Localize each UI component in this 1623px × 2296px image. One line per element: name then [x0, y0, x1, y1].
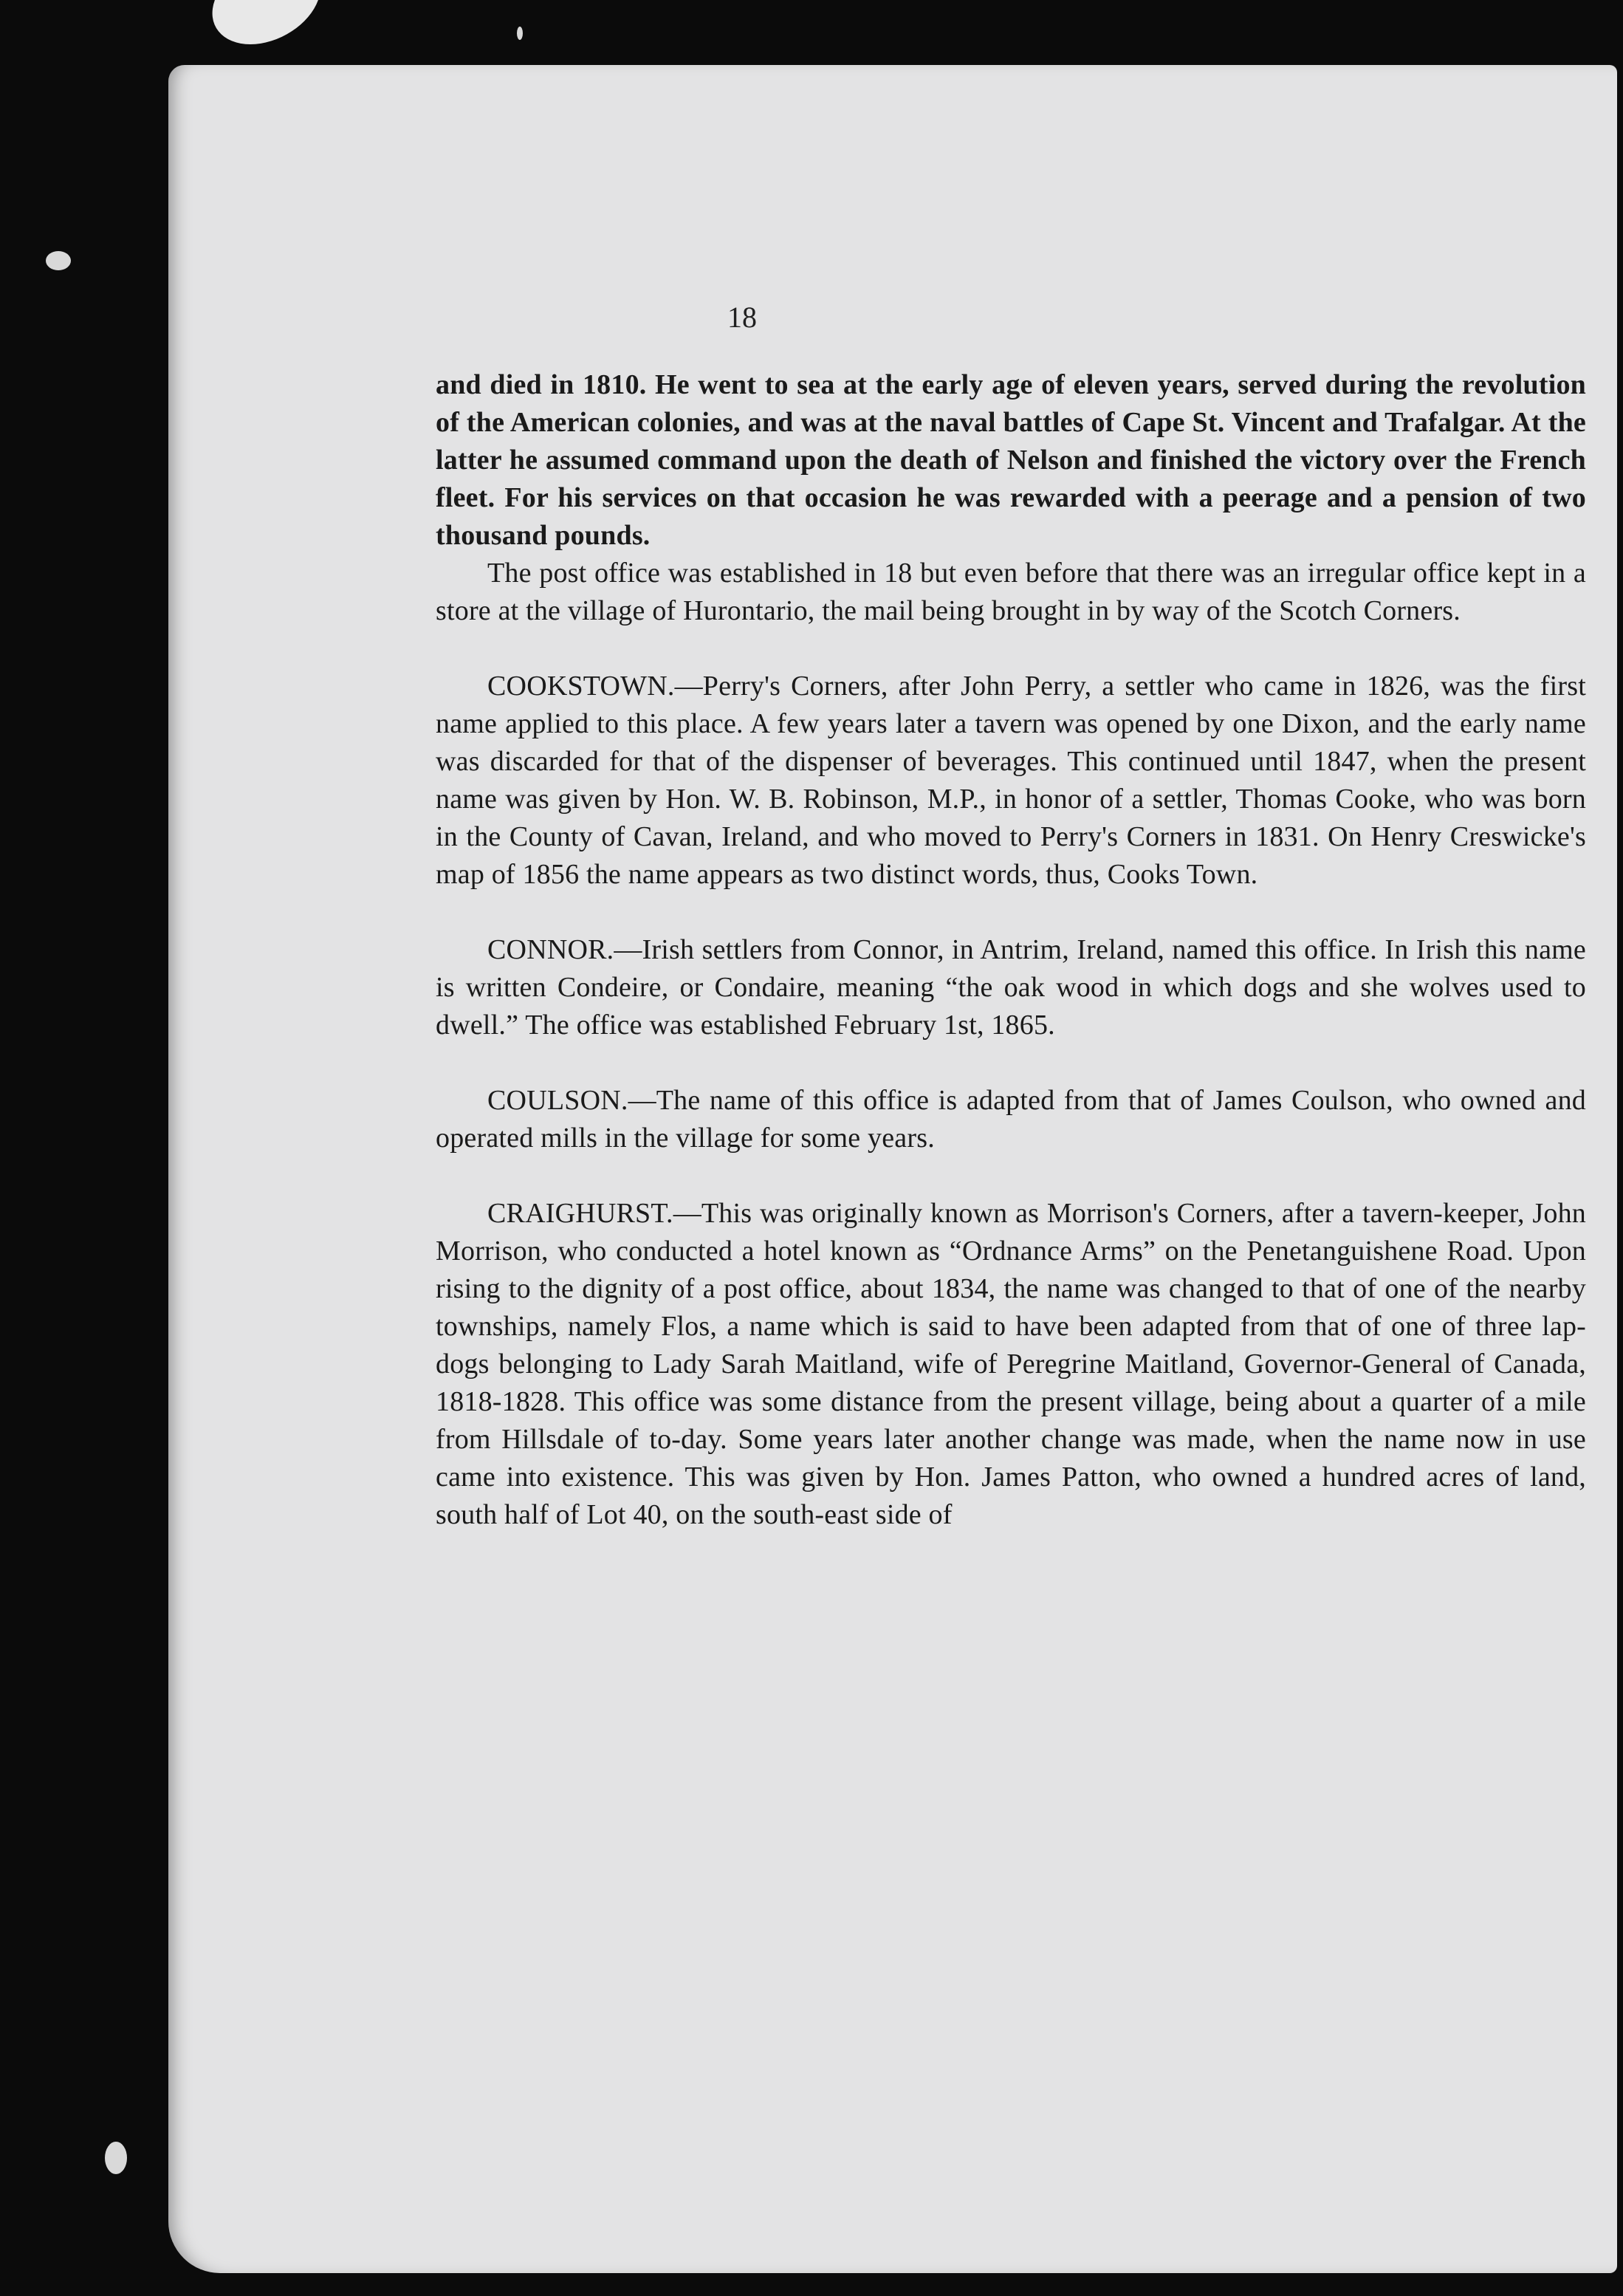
paragraph-post-office: The post office was established in 18 but even before that there was an irregular office kept in a store at the village of Hurontario, the mail being brought in by way of the Scotch Corners.	[436, 558, 1586, 626]
entry-heading: CRAIGHURST.	[487, 1198, 673, 1229]
entry-connor	[436, 931, 1586, 1044]
scan-speck	[105, 2142, 127, 2174]
body-text	[436, 366, 1586, 1534]
entry-text: —Irish settlers from Connor, in Antrim, Ireland, named this office. In Irish this name is written Condeire, or Condaire, meaning “the oak wood in which dogs and she wolves used to dwell.” The office was established February 1st, 1865.	[436, 934, 1586, 1041]
entry-coulson	[436, 1082, 1586, 1157]
scan-artifact	[199, 0, 318, 44]
entry-heading: COOKSTOWN.	[487, 671, 675, 702]
scan-speck	[46, 251, 71, 270]
entry-heading: COULSON.	[487, 1085, 628, 1116]
entry-heading: CONNOR.	[487, 934, 614, 965]
paragraph-continuation: and died in 1810. He went to sea at the early age of eleven years, served during the revolution of the American colonies, and was at the naval battles of Cape St. Vincent and Trafalgar. At the latter he assumed command upon the death of Nelson and finished the victory over the French fleet. For his services on that occasion he was rewarded with a peerage and a pension of two thousand pounds.	[436, 369, 1586, 551]
entry-text: —The name of this office is adapted from that of James Coulson, who owned and operated mills in the village for some years.	[436, 1085, 1586, 1154]
scan-speck	[517, 27, 523, 40]
entry-text: —Perry's Corners, after John Perry, a settler who came in 1826, was the first name applied to this place. A few years later a tavern was opened by one Dixon, and the early name was discarded for that of the dispenser of beverages. This continued until 1847, when the present name was given by Hon. W. B. Robinson, M.P., in honor of a settler, Thomas Cooke, who was born in the County of Cavan, Ireland, and who moved to Perry's Corners in 1831. On Henry Creswicke's map of 1856 the name appears as two distinct words, thus, Cooks Town.	[436, 671, 1586, 890]
page-number: 18	[727, 301, 757, 334]
entry-craighurst	[436, 1195, 1586, 1534]
entry-text: —This was originally known as Morrison's Corners, after a tavern-keeper, John Morrison, who conducted a hotel known as “Ordnance Arms” on the Penetanguishene Road. Upon rising to the dignity of a post office, about 1834, the name was changed to that of one of the nearby townships, namely Flos, a name which is said to have been adapted from that of one of three lap-dogs belonging to Lady Sarah Maitland, wife of Peregrine Maitland, Governor-General of Canada, 1818-1828. This office was some distance from the present village, being about a quarter of a mile from Hillsdale of to-day. Some years later another change was made, when the name now in use came into existence. This was given by Hon. James Patton, who owned a hundred acres of land, south half of Lot 40, on the south-east side of	[436, 1198, 1586, 1530]
document-page	[168, 65, 1617, 2273]
entry-cookstown	[436, 668, 1586, 894]
